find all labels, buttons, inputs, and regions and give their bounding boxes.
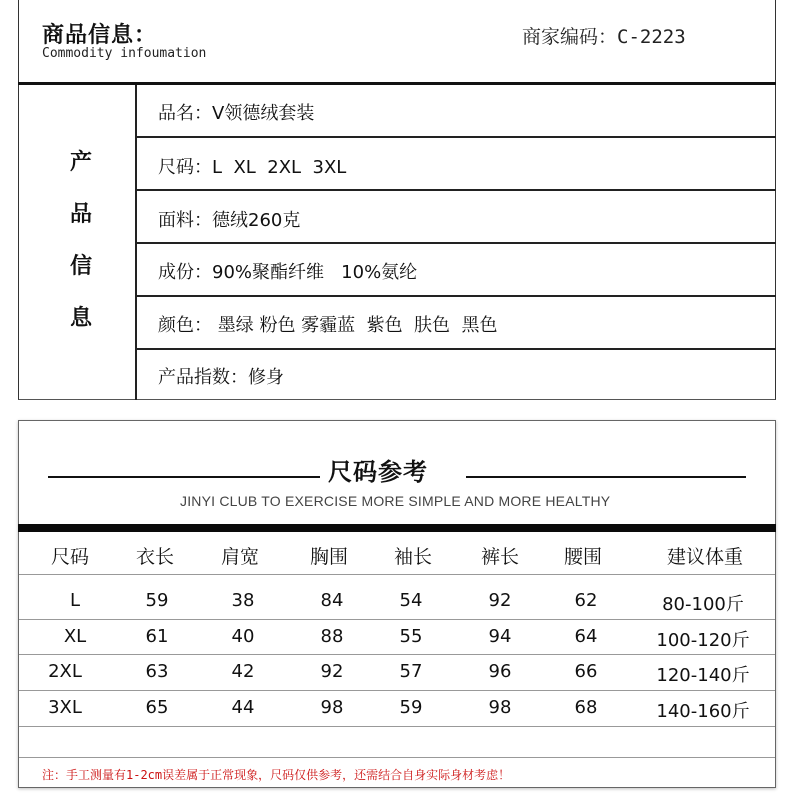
attr-colors: 颜色： 墨绿 粉色 雾霾蓝 紫色 肤色 黑色	[158, 315, 498, 336]
attr-row-divider	[137, 189, 776, 191]
table-cell: 98	[488, 697, 512, 718]
table-cell: 68	[574, 697, 598, 718]
table-cell: 62	[574, 590, 598, 611]
table-grid-line	[19, 757, 775, 758]
table-cell: L	[69, 590, 81, 611]
attr-sizes: 尺码：L XL 2XL 3XL	[158, 157, 347, 178]
size-chart-title: 尺码参考	[328, 458, 428, 486]
attr-row-divider	[137, 242, 776, 244]
table-cell: 42	[231, 661, 255, 682]
table-cell: 66	[574, 661, 598, 682]
table-header-cell: 裤长	[480, 546, 519, 568]
attr-product-name: 品名：V领德绒套装	[158, 103, 315, 124]
size-chart-header-bar	[18, 524, 776, 532]
table-cell: 92	[488, 590, 512, 611]
attr-composition: 成份：90%聚酯纤维 10%氨纶	[158, 262, 418, 283]
table-cell: 92	[320, 661, 344, 682]
table-cell: 59	[145, 590, 169, 611]
side-label-char: 品	[70, 202, 93, 227]
table-cell: 3XL	[48, 697, 82, 718]
merchant-code	[522, 22, 686, 49]
table-cell: 80-100斤	[662, 594, 744, 615]
table-cell: 96	[488, 661, 512, 682]
title-rule-left	[48, 476, 320, 478]
attr-fit-index: 产品指数：修身	[158, 367, 284, 388]
table-cell: 2XL	[48, 661, 82, 682]
side-label-char: 信	[70, 254, 93, 279]
table-header-cell: 肩宽	[220, 546, 259, 568]
table-cell: 40	[231, 626, 255, 647]
size-chart-slogan: JINYI CLUB TO EXERCISE MORE SIMPLE AND MORE HEALTHY	[180, 493, 611, 509]
table-cell: XL	[63, 626, 87, 647]
measurement-note: 注：手工测量有1-2cm误差属于正常现象，尺码仅供参考，还需结合自身实际身材考虑！	[42, 768, 511, 782]
table-grid-line	[19, 574, 775, 575]
table-header-cell: 胸围	[309, 546, 348, 568]
table-cell: 140-160斤	[656, 701, 750, 722]
table-grid-line	[19, 654, 775, 655]
merchant-code-label: 商家编码：	[522, 26, 618, 48]
table-header-cell: 腰围	[563, 546, 602, 568]
side-label-char: 息	[70, 306, 93, 331]
attr-fabric: 面料：德绒260克	[158, 210, 301, 231]
table-cell: 61	[145, 626, 169, 647]
table-cell: 57	[399, 661, 423, 682]
table-cell: 54	[399, 590, 423, 611]
info-top-rule	[18, 82, 776, 85]
table-cell: 38	[231, 590, 255, 611]
attr-row-divider	[137, 348, 776, 350]
table-cell: 59	[399, 697, 423, 718]
table-cell: 55	[399, 626, 423, 647]
table-cell: 65	[145, 697, 169, 718]
table-cell: 120-140斤	[656, 665, 750, 686]
product-info-subtitle: Commodity infoumation	[42, 46, 207, 61]
table-grid-line	[19, 690, 775, 691]
product-info-title: 商品信息：	[42, 23, 158, 48]
attr-row-divider	[137, 136, 776, 138]
table-cell: 84	[320, 590, 344, 611]
table-cell: 64	[574, 626, 598, 647]
attr-row-divider	[137, 295, 776, 297]
table-grid-line	[19, 726, 775, 727]
table-header-cell: 尺码	[50, 546, 89, 568]
table-header-cell: 袖长	[393, 546, 432, 568]
table-cell: 94	[488, 626, 512, 647]
table-header-cell: 衣长	[135, 546, 174, 568]
side-label-char: 产	[70, 150, 93, 175]
table-cell: 63	[145, 661, 169, 682]
table-cell: 88	[320, 626, 344, 647]
table-cell: 98	[320, 697, 344, 718]
table-header-cell: 建议体重	[666, 546, 743, 568]
table-cell: 100-120斤	[656, 630, 750, 651]
table-cell: 44	[231, 697, 255, 718]
title-rule-right	[466, 476, 746, 478]
merchant-code-value: C-2223	[617, 26, 686, 48]
table-grid-line	[19, 619, 775, 620]
